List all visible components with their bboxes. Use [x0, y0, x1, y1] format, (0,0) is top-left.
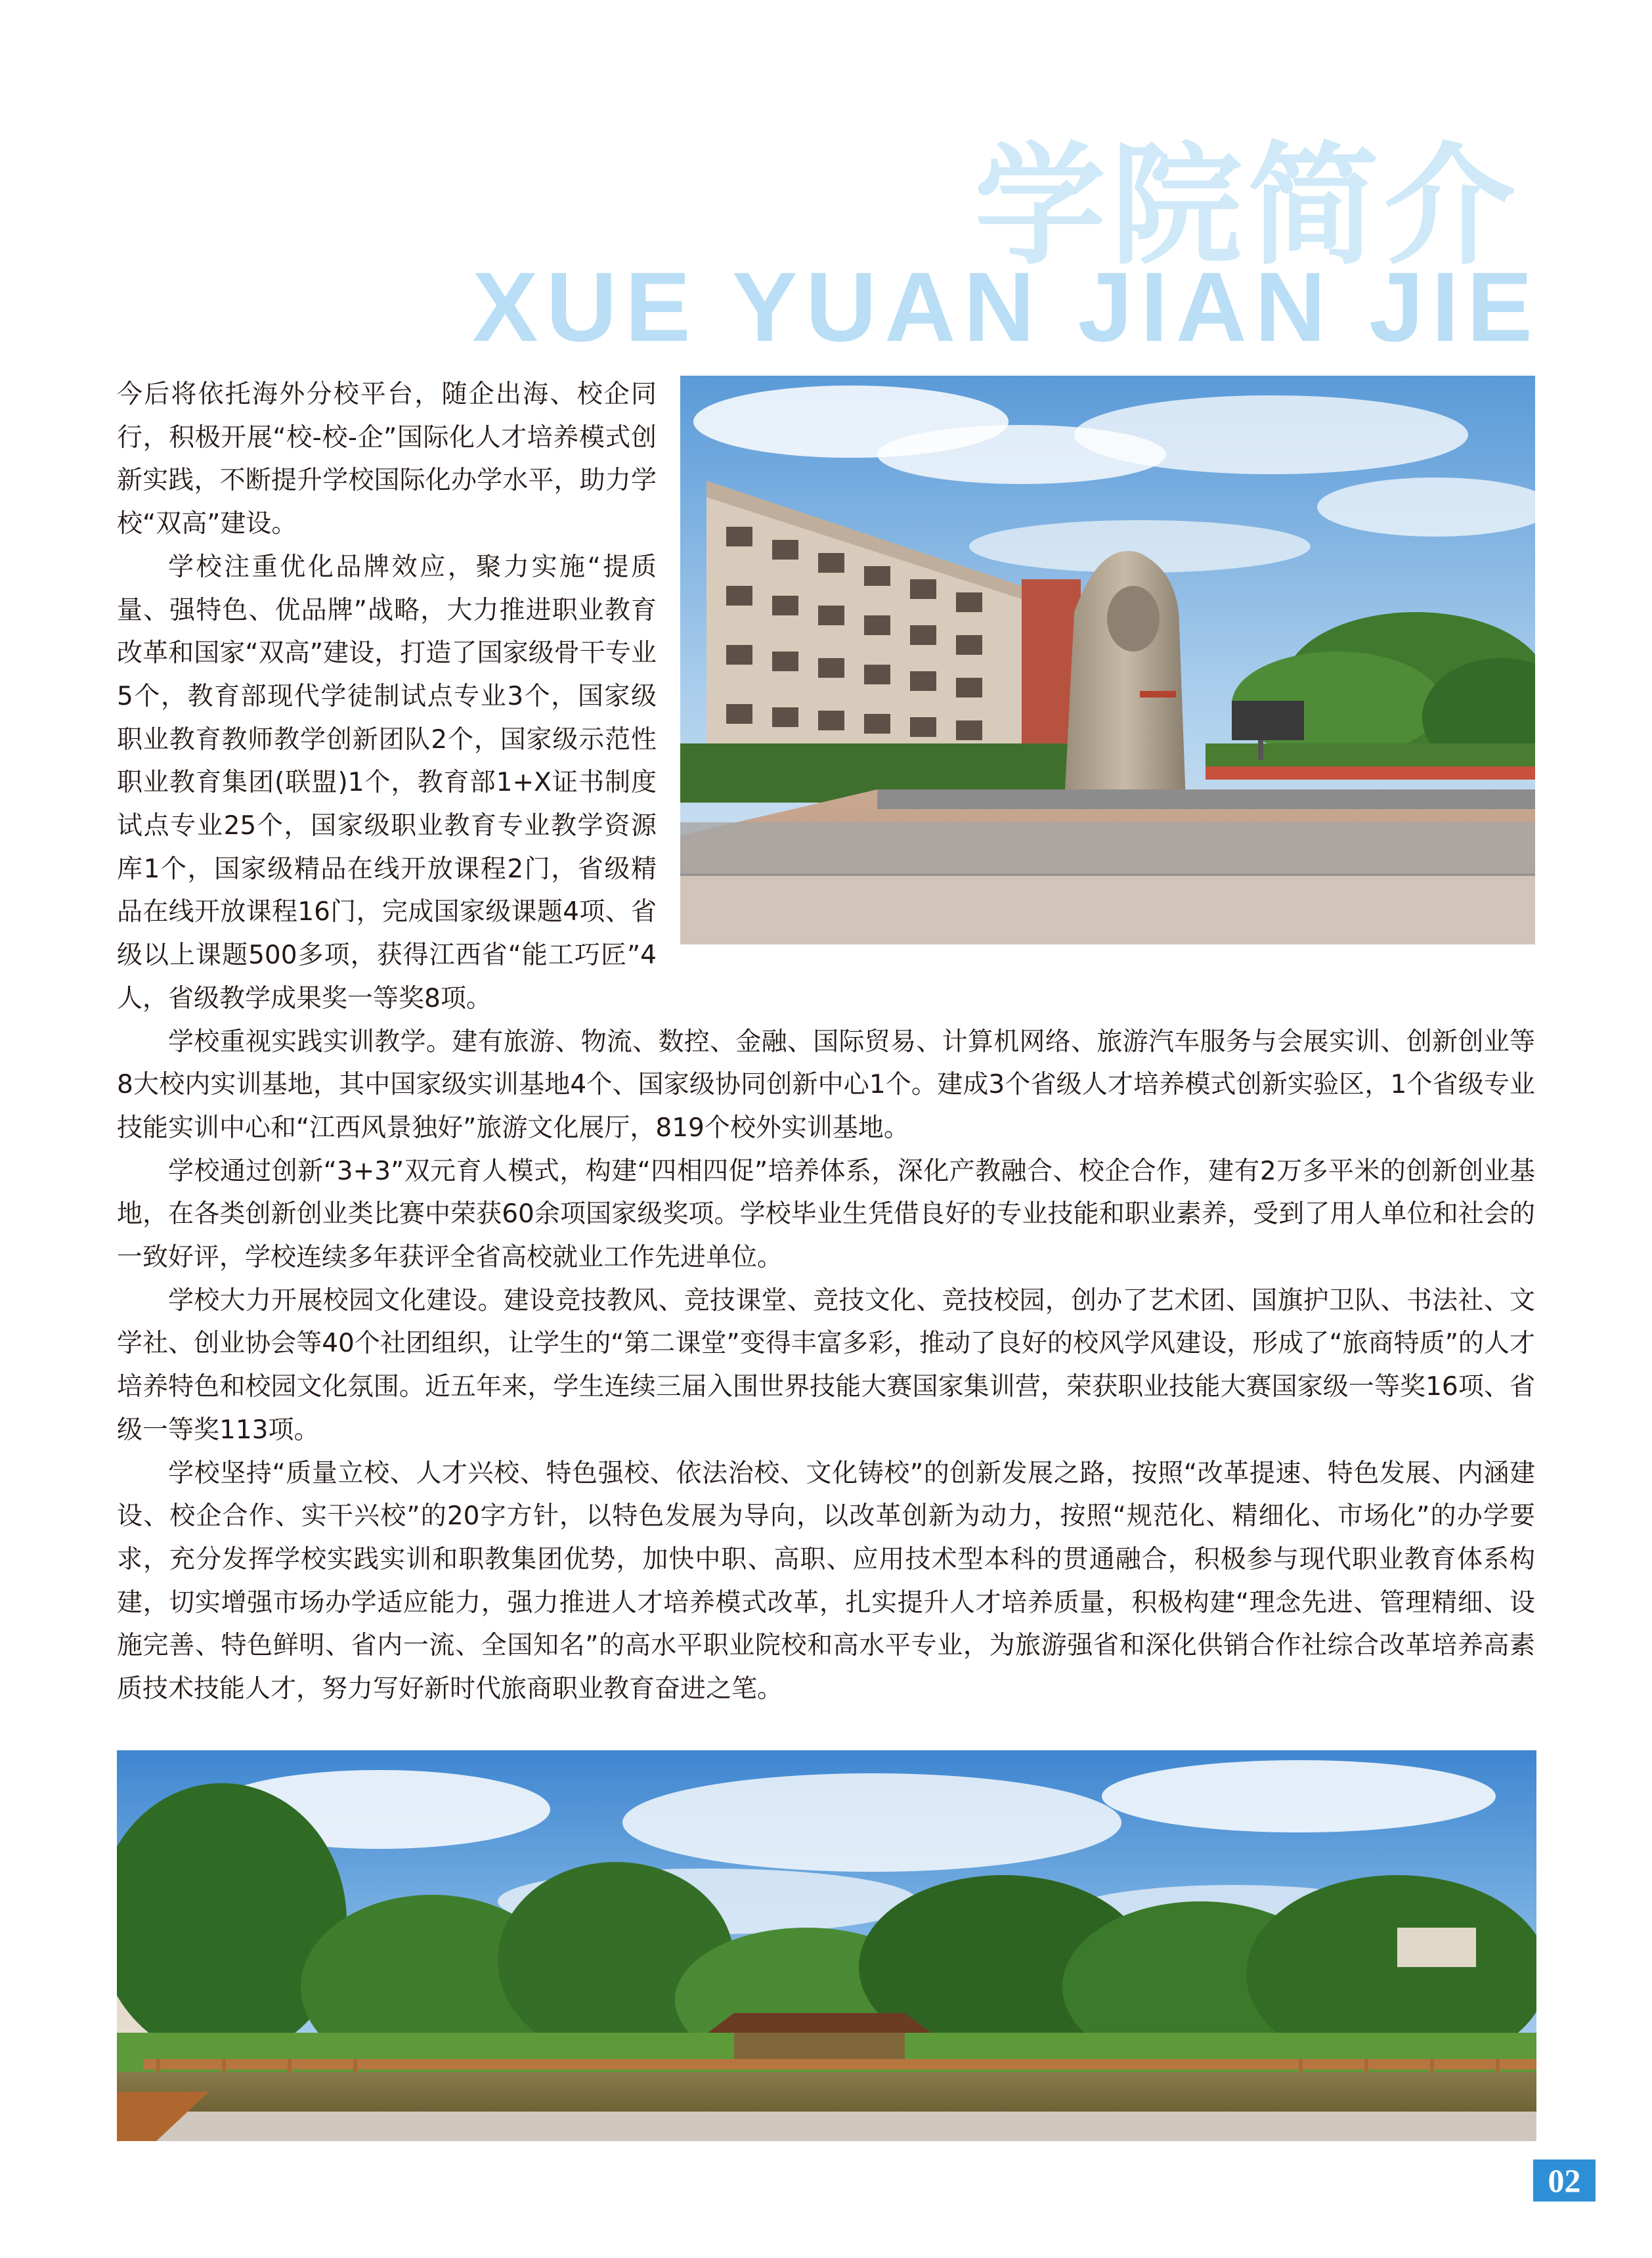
campus-statue-photo — [680, 376, 1535, 944]
paragraph-5: 学校大力开展校园文化建设。建设竞技教风、竞技课堂、竞技文化、竞技校园，创办了艺术团、国旗护卫队、书法社、文学社、创业协会等40个社团组织，让学生的“第二课堂”变得丰富多彩，推动了良好的校风学风建设，形成了“旅商特质”的人才培养特色和校园文化氛围。近五年来，学生连续三届入围世界技能大赛国家集训营，荣获职业技能大赛国家级一等奖16项、省级一等奖113项。 — [117, 1285, 1535, 1445]
page-title: 学院简介 — [974, 130, 1521, 283]
paragraph-3: 学校重视实践实训教学。建有旅游、物流、数控、金融、国际贸易、计算机网络、旅游汽车服务与会展实训、创新创业等8大校内实训基地，其中国家级实训基地4个、国家级协同创新中心1个。建成3个省级人才培养模式创新实验区，1个省级专业技能实训中心和“江西风景独好”旅游文化展厅，819个校外实训基地。 — [117, 1027, 1535, 1143]
campus-lake-photo — [117, 1750, 1536, 2141]
page-title-pinyin: XUE YUAN JIAN JIE — [472, 252, 1540, 362]
paragraph-1: 今后将依托海外分校平台，随企出海、校企同行，积极开展“校-校-企”国际化人才培养模式创新实践，不断提升学校国际化办学水平，助力学校“双高”建设。 — [117, 380, 657, 539]
paragraph-6: 学校坚持“质量立校、人才兴校、特色强校、依法治校、文化铸校”的创新发展之路，按照“改革提速、特色发展、内涵建设、校企合作、实干兴校”的20字方针，以特色发展为导向，以改革创新为动力，按照“规范化、精细化、市场化”的办学要求，充分发挥学校实践实训和职教集团优势，加快中职、高职、应用技术型本科的贯通融合，积极参与现代职业教育体系构建，切实增强市场办学适应能力，强力推进人才培养模式改革，扎实提升人才培养质量，积极构建“理念先进、管理精细、设施完善、特色鲜明、省内一流、全国知名”的高水平职业院校和高水平专业，为旅游强省和深化供销合作社综合改革培养高素质技术技能人才，努力写好新时代旅商职业教育奋进之笔。 — [117, 1458, 1535, 1704]
article-body — [117, 373, 1535, 1711]
paragraph-4: 学校通过创新“3+3”双元育人模式，构建“四相四促”培养体系，深化产教融合、校企合作，建有2万多平米的创新创业基地，在各类创新创业类比赛中荣获60余项国家级奖项。学校毕业生凭借良好的专业技能和职业素养，受到了用人单位和社会的一致好评，学校连续多年获评全省高校就业工作先进单位。 — [117, 1156, 1535, 1273]
page-number: 02 — [1533, 2159, 1596, 2202]
paragraph-2: 学校注重优化品牌效应，聚力实施“提质量、强特色、优品牌”战略，大力推进职业教育改革和国家“双高”建设，打造了国家级骨干专业5个，教育部现代学徒制试点专业3个，国家级职业教育教师教学创新团队2个，国家级示范性职业教育集团(联盟)1个，教育部1+X证书制度试点专业25个，国家级职业教育专业教学资源库1个，国家级精品在线开放课程2门，省级精品在线开放课程16门，完成国家级课题4项、省级以上课题500多项，获得江西省“能工巧匠”4人，省级教学成果奖一等奖8项。 — [117, 552, 657, 1013]
